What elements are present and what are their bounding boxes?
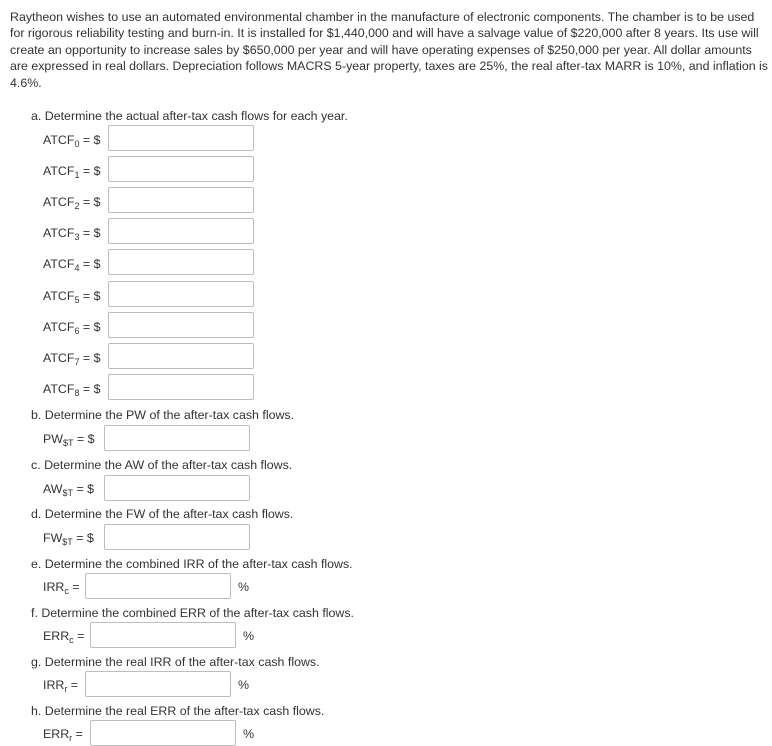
label-atcf-4: $ATCF_4$ = $ xyxy=(43,257,101,273)
atcf-2-input[interactable] xyxy=(108,187,254,213)
fw-input[interactable] xyxy=(104,524,250,550)
irr-combined-input[interactable] xyxy=(85,573,231,599)
label-fw: $FW_{\$T}$ = $ xyxy=(43,531,94,547)
question-e: e. Determine the combined IRR of the after-tax cash flows. xyxy=(31,557,353,571)
question-d: d. Determine the FW of the after-tax cash flows. xyxy=(31,507,294,521)
label-atcf-5: $ATCF_5$ = $ xyxy=(43,289,101,305)
label-atcf-3: $ATCF_3$ = $ xyxy=(43,226,101,242)
label-atcf-8: $ATCF_8$ = $ xyxy=(43,382,101,398)
label-err-real: $ERR_r$ = xyxy=(43,727,83,743)
percent-unit-g: % xyxy=(238,678,250,692)
question-h: h. Determine the real ERR of the after-tax cash flows. xyxy=(31,704,325,718)
atcf-3-input[interactable] xyxy=(108,218,254,244)
aw-input[interactable] xyxy=(104,475,250,501)
pw-input[interactable] xyxy=(104,425,250,451)
question-g: g. Determine the real IRR of the after-tax cash flows. xyxy=(31,655,320,669)
label-aw: $AW_{\$T}$ = $ xyxy=(43,482,95,498)
atcf-5-input[interactable] xyxy=(108,281,254,307)
atcf-1-input[interactable] xyxy=(108,156,254,182)
problem-statement: Raytheon wishes to use an automated environmental chamber in the manufacture of electronic components. The chamber is to be used for rigorous reliability testing and burn-in. It is installed for $1,440,000 and will have a salvage value of $220,000 after 8 years. Its use will create an opportunity to increase sales by $650,000 per year and will have operating expenses of $250,000 per year. All dollar amounts are expressed in real dollars. Depreciation follows MACRS 5-year property, taxes are 25%, the real after-tax MARR is 10%, and inflation is 4.6%. xyxy=(10,10,769,90)
err-real-input[interactable] xyxy=(90,720,236,746)
atcf-8-input[interactable] xyxy=(108,374,254,400)
label-irr-real: $IRR_r$ = xyxy=(43,678,79,694)
atcf-7-input[interactable] xyxy=(108,343,254,369)
label-atcf-2: $ATCF_2$ = $ xyxy=(43,195,101,211)
irr-real-input[interactable] xyxy=(85,671,231,697)
label-atcf-7: $ATCF_7$ = $ xyxy=(43,351,101,367)
percent-unit-e: % xyxy=(238,580,250,594)
question-c: c. Determine the AW of the after-tax cash flows. xyxy=(31,458,293,472)
question-b: b. Determine the PW of the after-tax cash flows. xyxy=(31,408,295,422)
question-a: a. Determine the actual after-tax cash flows for each year. xyxy=(31,109,348,123)
label-err-combined: $ERR_c$ = xyxy=(43,629,85,645)
atcf-4-input[interactable] xyxy=(108,249,254,275)
atcf-6-input[interactable] xyxy=(108,312,254,338)
label-pw: $PW_{\$T}$ = $ xyxy=(43,432,95,448)
err-combined-input[interactable] xyxy=(90,622,236,648)
percent-unit-h: % xyxy=(243,727,255,741)
label-atcf-6: $ATCF_6$ = $ xyxy=(43,320,101,336)
percent-unit-f: % xyxy=(243,629,255,643)
label-atcf-1: $ATCF_1$ = $ xyxy=(43,164,101,180)
label-irr-combined: $IRR_c$ = xyxy=(43,580,80,596)
atcf-0-input[interactable] xyxy=(108,125,254,151)
label-atcf-0: $ATCF_0$ = $ xyxy=(43,133,101,149)
question-f: f. Determine the combined ERR of the after-tax cash flows. xyxy=(31,606,354,620)
